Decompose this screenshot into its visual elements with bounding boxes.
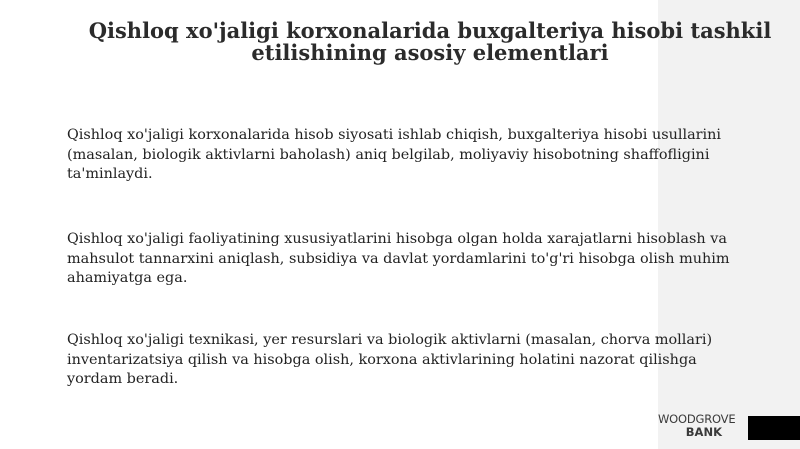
woodgrove-bank-logo bbox=[658, 413, 738, 439]
logo-black-block bbox=[748, 416, 800, 440]
paragraph-cost-calculation: Qishloq xo'jaligi faoliyatining xususiyatlarini hisobga olgan holda xarajatlarni hisoblash va mahsulot tannarxini aniqlash, subsidiya va davlat yordamlarini to'g'ri hisobga olish muhim ahamiyatga ega. bbox=[67, 231, 730, 287]
paragraph-accounting-policy: Qishloq xo'jaligi korxonalarida hisob siyosati ishlab chiqish, buxgalteriya hisobi usullarini (masalan, biologik aktivlarni baholash) aniq belgilab, moliyaviy hisobotning shaffofligini ta'minlaydi. bbox=[67, 127, 722, 183]
slide-title-line-1: Qishloq xo'jaligi korxonalarida buxgalteriya hisobi tashkil bbox=[88, 18, 772, 43]
logo-text-woodgrove: WOODGROVE bbox=[658, 412, 736, 426]
slide-title bbox=[60, 20, 800, 64]
paragraph-inventory: Qishloq xo'jaligi texnikasi, yer resurslari va biologik aktivlarni (masalan, chorva mollari) inventarizatsiya qilish va hisobga olish, korxona aktivlarining holatini nazorat qilishga yordam beradi. bbox=[67, 332, 713, 388]
logo-text-bank: BANK bbox=[685, 425, 722, 439]
slide-title-line-2: etilishining asosiy elementlari bbox=[251, 40, 609, 65]
